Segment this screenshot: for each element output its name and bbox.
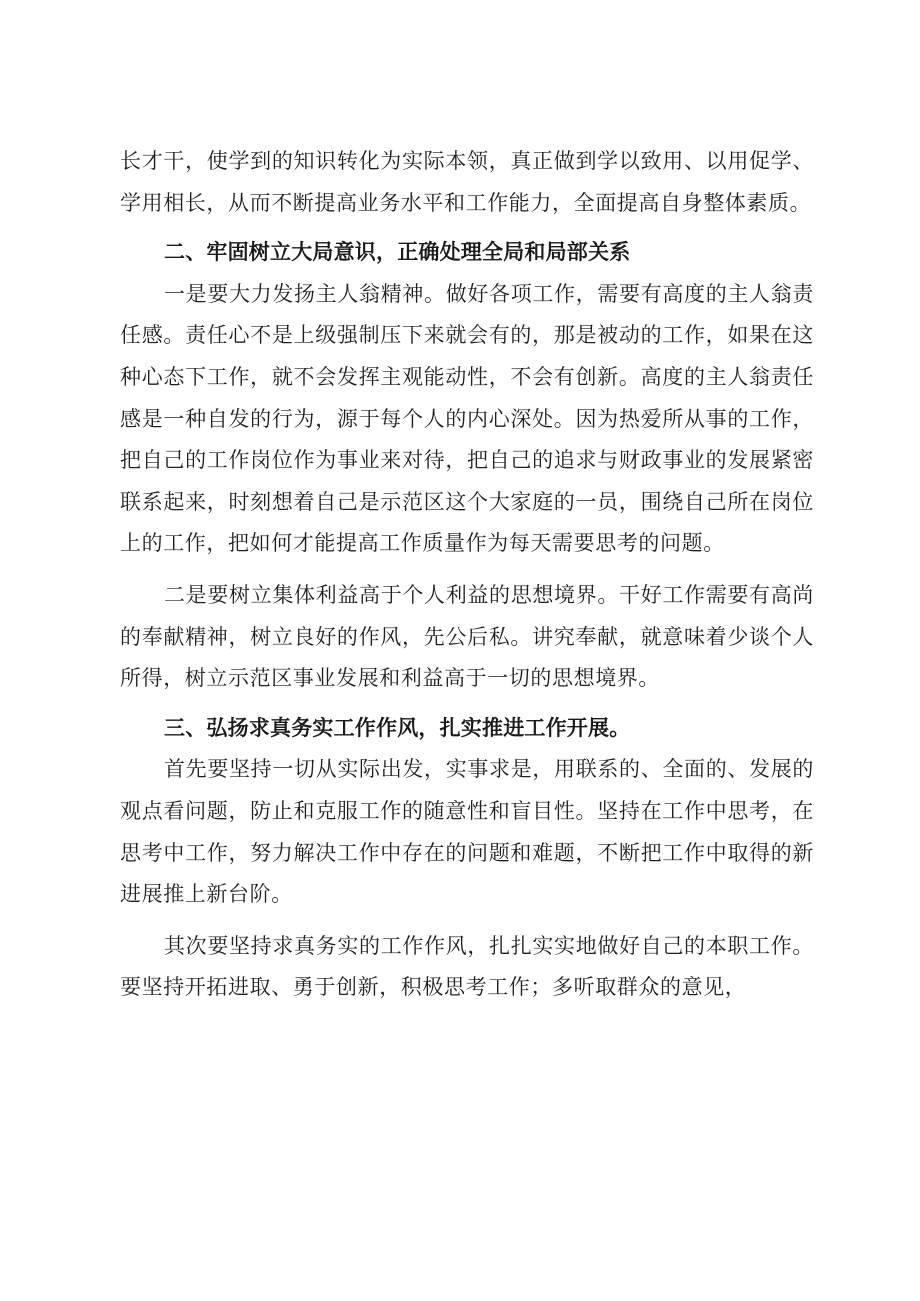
spacer [120, 700, 814, 708]
spacer [120, 565, 814, 575]
paragraph-2-2: 二是要树立集体利益高于个人利益的思想境界。干好工作需要有高尚的奉献精神，树立良好的作风，先公后私。讲究奉献，就意味着少谈个人所得，树立示范区事业发展和利益高于一切的思想境界。 [120, 582, 814, 691]
paragraph-3-1: 首先要坚持一切从实际出发，实事求是，用联系的、全面的、发展的观点看问题，防止和克服工作的随意性和盲目性。坚持在工作中思考，在思考中工作，努力解决工作中存在的问题和难题，不断把工作中取得的新进展推上新台阶。 [120, 757, 814, 907]
spacer [120, 224, 814, 232]
paragraph-2-1: 一是要大力发扬主人翁精神。做好各项工作，需要有高度的主人翁责任感。责任心不是上级强制压下来就会有的，那是被动的工作，如果在这种心态下工作，就不会发挥主观能动性，不会有创新。高度的主人翁责任感是一种自发的行为，源于每个人的内心深处。因为热爱所从事的工作，把自己的工作岗位作为事业来对待，把自己的追求与财政事业的发展紧密联系起来，时刻想着自己是示范区这个大家庭的一员，围绕自己所在岗位上的工作，把如何才能提高工作质量作为每天需要思考的问题。 [120, 281, 814, 556]
paragraph-3-2: 其次要坚持求真务实的工作作风，扎扎实实地做好自己的本职工作。要坚持开拓进取、勇于创新，积极思考工作；多听取群众的意见， [120, 933, 814, 1000]
spacer [120, 916, 814, 926]
section-heading-2: 二、牢固树立大局意识，正确处理全局和局部关系 [164, 240, 631, 265]
document-body [120, 141, 814, 1009]
paragraph-continuation: 长才干，使学到的知识转化为实际本领，真正做到学以致用、以用促学、学用相长，从而不断提高业务水平和工作能力，全面提高自身整体素质。 [120, 149, 814, 215]
section-heading-3: 三、弘扬求真务实工作作风，扎实推进工作开展。 [164, 715, 631, 740]
